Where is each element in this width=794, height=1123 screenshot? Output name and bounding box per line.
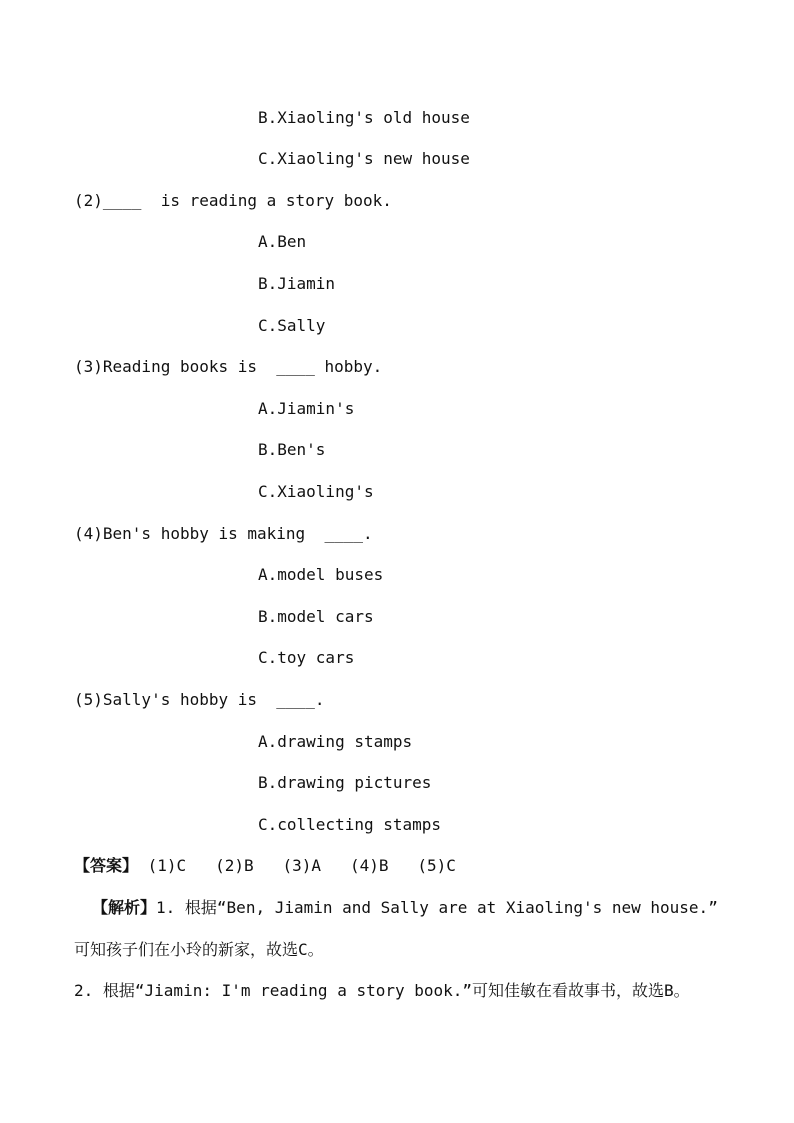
- explanation-1-text: 1. 根据“Ben, Jiamin and Sally are at Xiaoling's new house.”: [156, 898, 718, 917]
- explanation-line-1b: 可知孩子们在小玲的新家，故选C。: [74, 940, 324, 959]
- question-3-option-b: B.Ben's: [258, 440, 326, 459]
- option-c-new-house: C.Xiaoling's new house: [258, 149, 470, 168]
- question-5-option-c: C.collecting stamps: [258, 815, 442, 834]
- question-2-option-c: C.Sally: [258, 316, 326, 335]
- option-b-old-house: B.Xiaoling's old house: [258, 108, 470, 127]
- question-5-option-b: B.drawing pictures: [258, 773, 432, 792]
- question-2: (2)____ is reading a story book.: [74, 191, 392, 210]
- question-3: (3)Reading books is ____ hobby.: [74, 357, 383, 376]
- question-5-option-a: A.drawing stamps: [258, 732, 413, 751]
- question-4-option-b: B.model cars: [258, 607, 374, 626]
- explanation-line-2: 2. 根据“Jiamin: I'm reading a story book.”可知佳敏在看故事书，故选B。: [74, 981, 690, 1000]
- explanation-label: 【解析】: [92, 898, 157, 917]
- question-3-option-a: A.Jiamin's: [258, 399, 355, 418]
- answer-line: [74, 856, 456, 876]
- question-5: (5)Sally's hobby is ____.: [74, 690, 325, 709]
- answer-values: (1)C (2)B (3)A (4)B (5)C: [147, 856, 456, 875]
- question-2-option-b: B.Jiamin: [258, 274, 336, 293]
- question-2-option-a: A.Ben: [258, 232, 307, 251]
- question-3-option-c: C.Xiaoling's: [258, 482, 374, 501]
- question-4-option-a: A.model buses: [258, 565, 384, 584]
- question-4-option-c: C.toy cars: [258, 648, 355, 667]
- answer-label: 【答案】: [74, 856, 139, 875]
- explanation-line-1: [92, 898, 718, 918]
- question-4: (4)Ben's hobby is making ____.: [74, 524, 373, 543]
